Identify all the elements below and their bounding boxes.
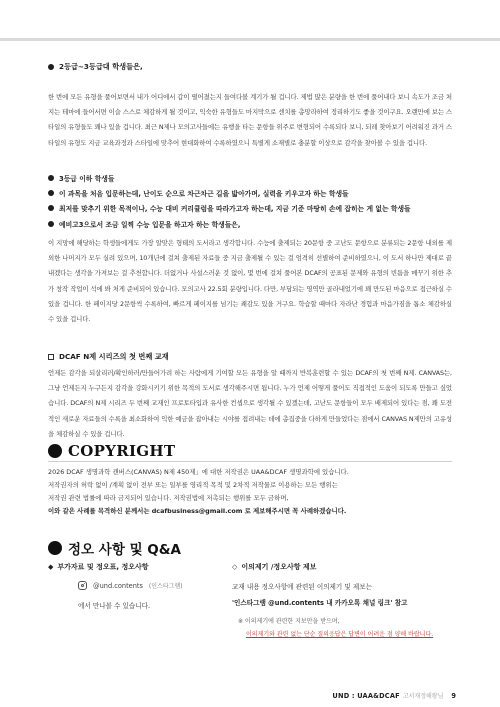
- instagram-icon: [78, 581, 87, 590]
- footer-subtitle: 고서재정해왕님: [402, 693, 444, 700]
- dcaf-heading: [48, 352, 169, 362]
- report-heading: [232, 561, 462, 573]
- bullet-text: 예비고3으로서 조금 일찍 수능 입문을 하고자 하는 학생들은,: [59, 220, 241, 229]
- intro-paragraph: 한 번에 모든 유형을 풀어보면서 내가 어디에서 갑이 떨어졌는지 들여다볼 계기가 될 겁니다. 제법 많은 분량을 한 번에 풀어내다 보니 속도가 조금 처지는 테마에 들어서면 이슬 스스로 체감하게 될 것이고, 익숙한 유형들도 마지막으로 센치를 총망라하여 정리하기도 좋을 것이구요. 오랜만에 보는 스타일의 유형들도 꽤나 있을 겁니다. 최근 N제나 모의고사들에는 유행을 타는 문항들 위주로 변형되어 수록되다 보니, 되레 찾아보기 어려워진 과거 스타일의 유형도 지금 교육과정과 스타일에 맞추어 현대화하여 수록하였으니 특별게 소재별로 충분할 이상으로 감각을 찾아볼 수 있을 겁니다.: [48, 93, 452, 147]
- page-number: 9: [451, 691, 456, 700]
- instagram-handle[interactable]: @und.contents: [93, 581, 143, 590]
- bullet-item: [48, 185, 468, 200]
- report-line-2: '인스타그램 @und.contents 내 카카오톡 채널 링크' 참고: [232, 599, 408, 607]
- intro-heading-text: 2등급~3등급대 학생들은,: [59, 62, 143, 71]
- copyright-line-1: 2026 DCAF 생명과학 캔버스(CANVAS) N제 450제」에 대한 저작권은 UAA&DCAF 생명과학에 있습니다.: [48, 468, 349, 476]
- copyright-line-3: 저작권 관련 법률에 따라 금지되어 있습니다. 저작권법에 저촉되는 행위를 모두 금하며,: [48, 494, 289, 502]
- resources-column: [48, 561, 246, 610]
- bullet-item: [48, 201, 468, 216]
- page-footer: [332, 691, 456, 700]
- bullet-item: [48, 216, 468, 231]
- bullet-item: [48, 170, 468, 185]
- copyright-title-text: COPYRIGHT: [68, 442, 176, 460]
- bullet-dot-icon: [48, 221, 54, 227]
- square-bullet-icon: [48, 354, 54, 360]
- report-heading-text: 이의제기 /정오사항 제보: [241, 563, 317, 571]
- target-bullet-list: [48, 170, 468, 231]
- diamond-bullet-icon: ◇: [232, 563, 238, 571]
- report-note-1: ※ 이의제기에 관련한 지보만을 받으며,: [238, 618, 340, 625]
- resources-note: 에서 만나볼 수 있습니다.: [78, 602, 151, 610]
- top-divider: [0, 38, 500, 41]
- intro-heading: [48, 62, 143, 72]
- copyright-divider: [48, 461, 452, 462]
- instagram-row: [78, 581, 246, 590]
- bullet-dot-icon: [48, 205, 54, 211]
- report-column: [232, 561, 462, 638]
- qa-title-text: 정오 사항 및 Q&A: [68, 542, 182, 558]
- resources-heading-text: 부가자료 및 정오표, 정오사항: [57, 563, 149, 571]
- footer-brand: UND : UAA&DCAF: [332, 691, 400, 700]
- middle-paragraph: 이 지망에 해당하는 학생들에게도 가장 알맞은 형태의 도서라고 생각합니다. 수능에 출제되는 20문항 중 고난도 문항으로 분류되는 2문항 내외를 제외한 나머지가 모두 실려 있으며, 10개년에 걸쳐 출제된 자료들 중 지금 출제될 수 있는 걸 엄격히 선별하여 준비하였으니, 이 도서 하나만 제대로 끝내겠다는 생각을 가져보는 걸 추천합니다. 더없거나 사설스러운 것 없이, 몇 번에 걸쳐 풀어본 DCAF의 공표된 문제와 유형의 빈틈을 메꾸기 위한 추가 창작 작업이 석에 봐 처게 준비되어 있습니다. 모의고사 22.5회 분량입니다. 다만, 부담되는 영역만 골라내었기에 꽤 만도된 마음으로 접근하실 수 있을 겁니다. 한 페이지당 2문항씩 수록하여, 빠르게 페이지를 넘기는 쾌감도 있을 거구요. 학습할 때마다 자라난 경험과 마음가짐을 톱소 체감하실 수 있을 겁니다.: [48, 239, 452, 324]
- copyright-title: [48, 442, 175, 460]
- dcaf-heading-text: DCAF N제 시리즈의 첫 번째 교재: [59, 352, 169, 361]
- bullet-text: 이 과목을 처음 입문하는데, 난이도 순으로 차근차근 길을 밟아가며, 실력을 키우고자 하는 학생들: [59, 189, 349, 198]
- report-line-1: 교재 내용 정오사항에 관련된 이의제기 및 제보는: [232, 583, 372, 591]
- resources-heading: [48, 561, 246, 573]
- bullet-text: 3등급 이하 학생들: [59, 174, 115, 183]
- section-dot-icon: [48, 444, 62, 458]
- instagram-label: (인스타그램): [148, 583, 183, 590]
- bullet-dot-icon: [48, 175, 54, 181]
- qa-title: [48, 538, 181, 558]
- dcaf-paragraph: 언제든 감각을 되살리러/확인하러/만들어가려 하는 사람에게 기여할 모든 유형을 알 때까지 반복훈련할 수 있는 DCAF의 첫 번째 N제. CANVAS는, 그냥 언제든지 누구든지 감각을 강화시키기 위한 목적의 도서로 생각해주시면 됩니다. 누가 언제 어떻게 풀어도 직접적인 도움이 되도록 만들고 싶었습니다. DCAF의 N제 시리즈 두 번째 교재인 프로토타입과 유사한 컨셉으로 생각될 수 있겠는데, 고난도 문항들이 모두 배제되어 있다는 점, 꽤 도전적인 새로운 자료들의 수록을 최소화하여 익한 예금을 잡아내는 시야를 접려내는 데에 총집중을 다하게 만들었다는 점에서 CANVAS N제만의 고유성을 체감하실 수 있을 겁니다.: [48, 369, 452, 438]
- copyright-line-2: 저작권자의 허락 없이 /계획 없이 전부 또는 일부를 영리적 목적 및 2차적 저작물로 이용하는 모든 행위는: [48, 481, 338, 489]
- copyright-line-4: 이와 같은 사례를 목격하신 분께서는 dcafbusiness@gmail.com 로 제보해주시면 꼭 사례하겠습니다.: [48, 507, 347, 515]
- bullet-dot-icon: [48, 190, 54, 196]
- diamond-bullet-icon: ◆: [48, 563, 54, 571]
- section-dot-icon: [48, 541, 62, 555]
- report-note-2: 이의제기와 관련 없는 단순 질의응답은 답변이 어려운 점 양해 바랍니다.: [246, 631, 434, 638]
- bullet-dot-icon: [48, 64, 54, 70]
- bullet-text: 최저를 맞추기 위한 목적이나, 수능 대비 커리큘럼을 따라가고자 하는데, 지금 기준 마땅히 손에 잡히는 게 없는 학생들: [59, 205, 411, 214]
